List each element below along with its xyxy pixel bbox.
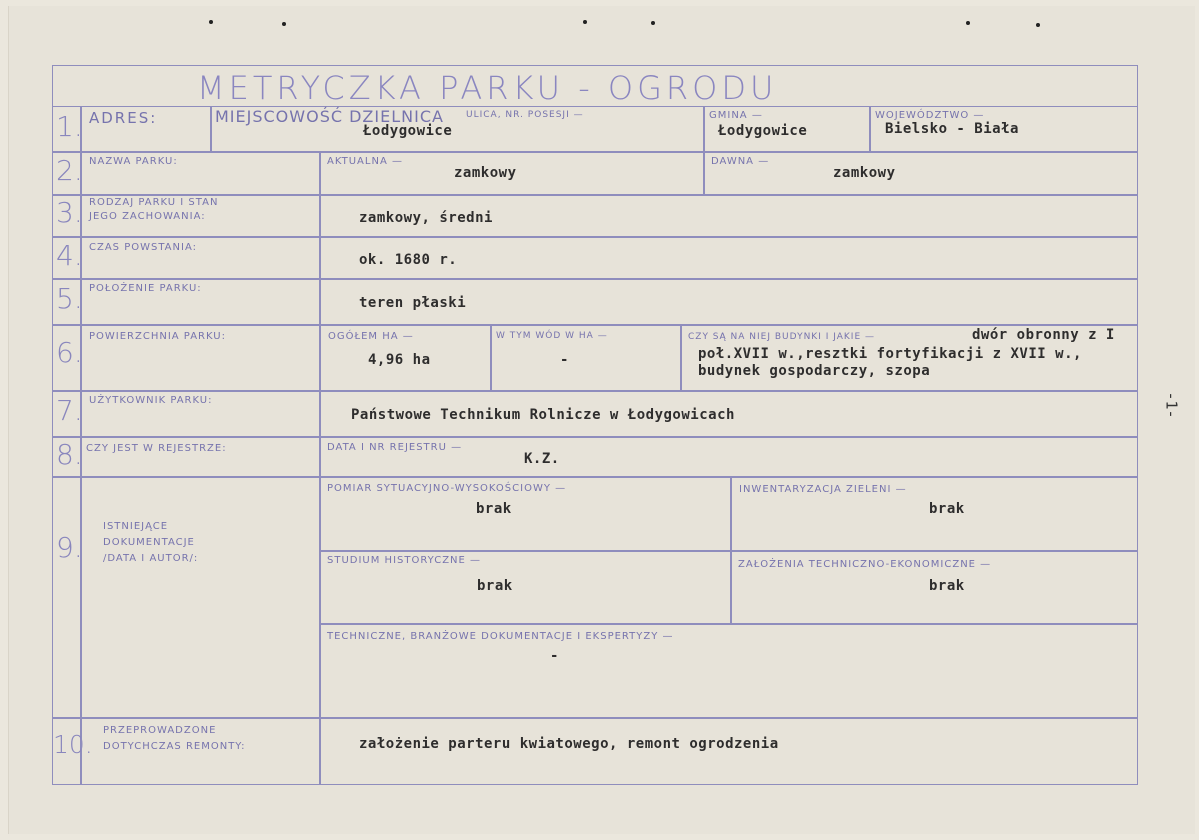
punch-mark (583, 20, 587, 24)
nazwa-parku-label: NAZWA PARKU: (89, 156, 178, 167)
budynki-label: CZY SĄ NA NIEJ BUDYNKI I JAKIE — (688, 332, 875, 342)
wod-value: - (560, 352, 569, 368)
czas-value: ok. 1680 r. (359, 252, 458, 268)
dawna-label: DAWNA — (711, 156, 770, 167)
dokumentacje-label-line3: /DATA I AUTOR/: (103, 553, 199, 564)
wojewodztwo-label: WOJEWÓDZTWO — (875, 110, 985, 121)
punch-mark (209, 20, 213, 24)
row-number: 2. (56, 154, 83, 187)
dokumentacje-label-line1: ISTNIEJĄCE (103, 521, 169, 532)
miejscowosc-label: MIEJSCOWOŚĆ DZIELNICA (215, 107, 444, 126)
data-rejestru-label: DATA I NR REJESTRU — (327, 442, 463, 453)
czas-label: CZAS POWSTANIA: (89, 242, 197, 253)
polozenie-label: POŁOŻENIE PARKU: (89, 283, 202, 294)
form-title: METRYCZKA PARKU - OGRODU (197, 69, 778, 107)
remonty-label-line2: DOTYCHCZAS REMONTY: (103, 741, 246, 752)
inwentaryzacja-label: INWENTARYZACJA ZIELENI — (739, 484, 907, 495)
row-number: 9. (56, 531, 83, 564)
dokumentacje-label-line2: DOKUMENTACJE (103, 537, 195, 548)
uzytkownik-value: Państwowe Technikum Rolnicze w Łodygowicach (351, 407, 735, 423)
gmina-value: Łodygowice (718, 123, 808, 139)
polozenie-value: teren płaski (359, 295, 467, 311)
dawna-value: zamkowy (833, 165, 896, 181)
row-number-cell (52, 477, 81, 718)
budynki-value-line1: dwór obronny z I (972, 327, 1115, 343)
studium-value: brak (477, 578, 513, 594)
aktualna-value: zamkowy (454, 165, 517, 181)
row-number: 3. (56, 196, 83, 229)
ogolem-value: 4,96 ha (368, 352, 431, 368)
miejscowosc-value: Łodygowice (363, 123, 453, 139)
row-number: 8. (56, 438, 83, 471)
uzytkownik-label: UŻYTKOWNIK PARKU: (89, 395, 213, 406)
budynki-value-line2: poł.XVII w.,resztki fortyfikacji z XVII w., (698, 346, 1082, 362)
data-rejestru-value: K.Z. (524, 451, 560, 467)
wod-label: W TYM WÓD W HA — (496, 331, 608, 341)
rodzaj-label-line1: RODZAJ PARKU I STAN (89, 197, 219, 208)
ogolem-label: OGÓŁEM HA — (328, 331, 414, 342)
wojewodztwo-value: Bielsko - Biała (885, 121, 1019, 137)
punch-mark (282, 22, 286, 26)
zalozenia-label: ZAŁOŻENIA TECHNICZNO-EKONOMICZNE — (738, 559, 992, 570)
remonty-label-line1: PRZEPROWADZONE (103, 725, 217, 736)
budynki-value-line3: budynek gospodarczy, szopa (698, 363, 931, 379)
zalozenia-value: brak (929, 578, 965, 594)
aktualna-label: AKTUALNA — (327, 156, 403, 167)
pomiar-value: brak (476, 501, 512, 517)
row-number: 5. (56, 282, 83, 315)
row-number: 10. (53, 730, 93, 759)
rejestr-label: CZY JEST W REJESTRZE: (86, 443, 227, 454)
techniczne-value: - (550, 648, 559, 664)
techniczne-label: TECHNICZNE, BRANŻOWE DOKUMENTACJE I EKSPERTYZY — (327, 631, 674, 642)
remonty-value: założenie parteru kwiatowego, remont ogrodzenia (359, 736, 779, 752)
row-number: 4. (56, 239, 83, 272)
dokumentacje-cell (81, 477, 320, 718)
row-number: 7. (56, 394, 83, 427)
punch-mark (651, 21, 655, 25)
inwentaryzacja-value: brak (929, 501, 965, 517)
ulica-label: ULICA, NR. POSESJI — (466, 110, 584, 120)
rodzaj-label-line2: JEGO ZACHOWANIA: (89, 211, 206, 222)
powierzchnia-label: POWIERZCHNIA PARKU: (89, 331, 226, 342)
studium-label: STUDIUM HISTORYCZNE — (327, 555, 482, 566)
gmina-label: GMINA — (709, 110, 763, 121)
adres-label: ADRES: (89, 109, 158, 127)
row-number: 6. (56, 336, 83, 369)
punch-mark (966, 21, 970, 25)
rodzaj-value: zamkowy, średni (359, 210, 493, 226)
pomiar-label: POMIAR SYTUACYJNO-WYSOKOŚCIOWY — (327, 483, 567, 494)
page-number: -1- (1162, 391, 1181, 419)
row-number: 1. (56, 110, 83, 143)
metryczka-form (52, 65, 1138, 785)
punch-mark (1036, 23, 1040, 27)
